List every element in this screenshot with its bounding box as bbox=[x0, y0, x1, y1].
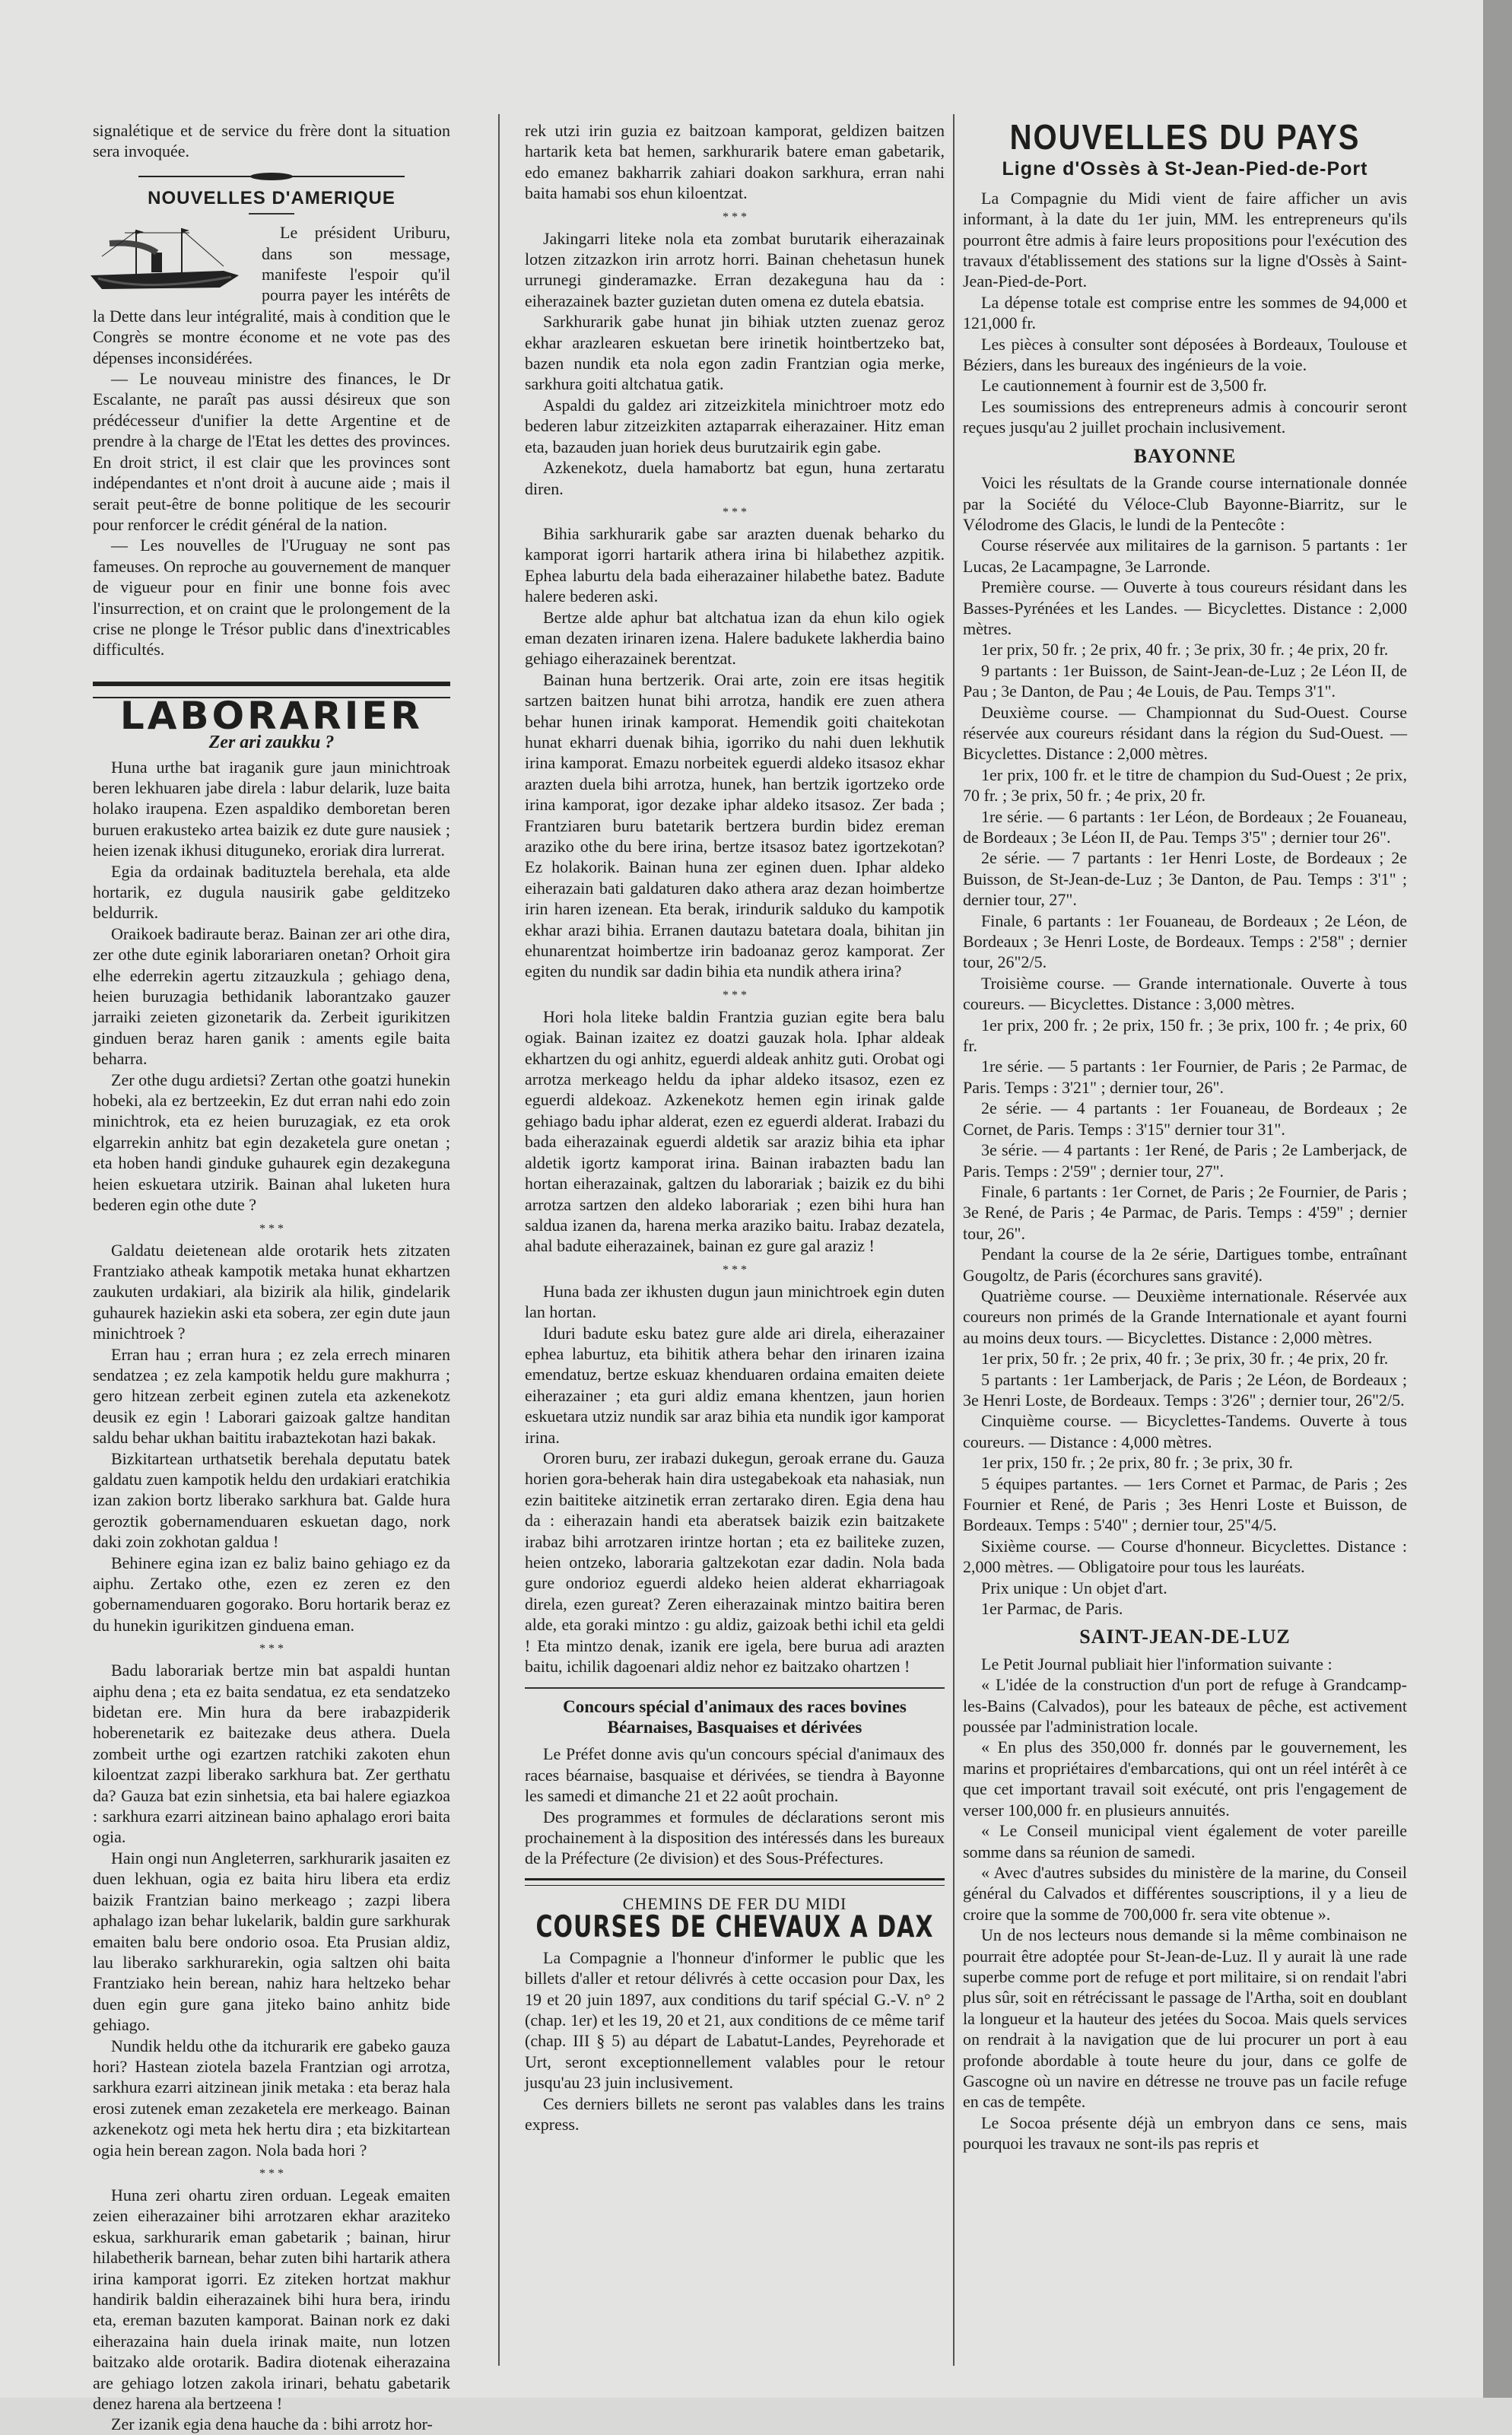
paragraph: Ces derniers billets ne seront pas valables dans les trains express. bbox=[525, 2093, 945, 2134]
paragraph: Zer othe dugu ardietsi? Zertan othe goatzi hunekin hobeki, ala ez bertzeekin, Ez dut erran nahi edo zoin minichtrok, eta ez heien buruzagiak, ez eta orok elgarrekin anhitz bat egin dezaketela gure onetan ; eta hoben handi ginduke guhaurek egin dezakeguna heien eskuetara utzirik. Bainan ahal luketen hura bederen egin othe dute ? bbox=[93, 1070, 450, 1215]
paragraph: Première course. — Ouverte à tous coureurs résidant dans les Basses-Pyrénées et les Landes. — Bicyclettes. Distance : 2,000 mètres. bbox=[963, 577, 1407, 638]
paragraph: 3e série. — 4 partants : 1er René, de Paris ; 2e Lamberjack, de Paris. Temps : 2'59" ; dernier tour, 27". bbox=[963, 1140, 1407, 1181]
paragraph: Behinere egina izan ez baliz baino gehiago ez da aiphu. Zertako othe, ezen ez zeren ez den gobernamenduaren gogorako. Boru hortarik beraz ez du hunekin igurikitzen ginduena eman. bbox=[93, 1553, 450, 1635]
paragraph: Egia da ordainak badituztela berehala, eta alde hortarik, ez dugula nausirik gabe gelditzeko beldurrik. bbox=[93, 861, 450, 923]
paragraph: Nundik heldu othe da itchurarik ere gabeko gauza hori? Hastean ziotela bazela Frantzian ogi arrotza, sarkhura ezarri aitzinean jinik metaka : eta beraz hala erosi zutenek eman zezaketela ere merkeago. Bainan azkenekotz ogi meta hek hertu dira ; eta bizkitartean ogia hein berean zagon. Nola bada hori ? bbox=[93, 2036, 450, 2160]
paragraph: Bizkitartean urthatsetik berehala deputatu batek galdatu zuen kampotik heldu den urdakiari eratchikia izan zakion bortz liberako sarkhura bat. Galde hura geroztik gobernamenduaren eskuetan dago, nork daki zoin zokhotan galdua ! bbox=[93, 1448, 450, 1552]
subheading: Ligne d'Ossès à St-Jean-Pied-de-Port bbox=[1002, 158, 1368, 180]
paragraph: 1re série. — 5 partants : 1er Fournier, de Paris ; 2e Parmac, de Paris. Temps : 3'21" ; dernier tour, 26". bbox=[963, 1057, 1407, 1097]
asterism-separator: * * * bbox=[259, 1222, 284, 1235]
paragraph: 1er prix, 50 fr. ; 2e prix, 40 fr. ; 3e prix, 30 fr. ; 4e prix, 20 fr. bbox=[981, 640, 1389, 660]
column-1 bbox=[93, 120, 450, 2435]
paragraph: Oraikoek badiraute beraz. Bainan zer ari othe dira, zer othe dute eginik laborariaren onetan? Orhoit gira elhe ederrekin agertu zitzauzkula ; gehiago dena, heien buruzagia bethidanik laborantzako gauzer jarraiki zeieten gizonetarik da. Zerbeit igurikitzen ginduen beraz haren ganik : aments egile baita beharra. bbox=[93, 923, 450, 1069]
paragraph: — Le nouveau ministre des finances, le Dr Escalante, ne paraît pas aussi désireux que son prédécesseur d'unifier la dette Argentine et de prendre à la charge de l'Etat les dettes des provinces. En droit strict, il est clair que les provinces sont indépendantes et n'ont droit à aucune aide ; mais il serait peut-être de bonne politique de les secourir pour renforcer le crédit général de la nation. bbox=[93, 369, 450, 534]
paragraph: « En plus des 350,000 fr. donnés par le gouvernement, les marins et propriétaires d'embarcations, qui ont un réel intérêt à ce que cet important travail soit exécuté, ont pris l'engagement de verser 100,000 fr. en plusieurs annuités. bbox=[963, 1737, 1407, 1820]
paragraph: La Compagnie du Midi vient de faire afficher un avis informant, à la date du 1er juin, MM. les entrepreneurs qu'ils pourront être admis à faire leurs propositions pour l'exécution des travaux d'établissement des stations sur la ligne d'Ossès à Saint-Jean-Pied-de-Port. bbox=[963, 188, 1407, 291]
paragraph: « Le Conseil municipal vient également de voter pareille somme dans sa réunion de samedi. bbox=[963, 1821, 1407, 1861]
column-divider bbox=[498, 114, 500, 2366]
paragraph: Bainan huna bertzerik. Orai arte, zoin ere itsas hegitik sartzen baitzen hunat bihi arrotza, handik ere zuen athera behar hunen irinak kamporat. Hemendik goiti chaitekotan hunat ekharri duenak bihia, igorriko du nahi duen lekhutik irina kamporat. Emazu norbeitek eguerdi aldeko itsasoz ekhar arazten duela bihi arrotza, hunek, han bertzik igortzeko orde irina kamporat, igor dezake iphar aldeko itsasoz. Zer bada ; Frantziaren buru batetarik bertzera burdin bidez ereman araziko othe du bere irina, bertze itsasoz batez igortzekotan? Ez holakorik. Bainan huna zer eginen duen. Iphar aldeko eiherazain bati galdaturen dako athera araz dezan hoimbertze irin haren izenean. Eta berak, irindurik salduko du kampotik ekhar arazi bihia. Erranen dautazu batetara doala, bihitan jin ehunarentzat hoimbertze irin badoanaz geroz kamporat. Zer egiten du nundik sar dadin bihia eta nundik athera irina? bbox=[525, 669, 945, 981]
paragraph: 1er Parmac, de Paris. bbox=[981, 1599, 1123, 1619]
paragraph: « L'idée de la construction d'un port de refuge à Grandcamp-les-Bains (Calvados), pour les bateaux de pêche, est activement poussée par l'administration locale. bbox=[963, 1675, 1407, 1737]
paragraph: Deuxième course. — Championnat du Sud-Ouest. Course réservée aux coureurs résidant dans la région du Sud-Ouest. — Bicyclettes. Distance : 2,000 mètres. bbox=[963, 702, 1407, 764]
divider-rule bbox=[525, 1687, 945, 1689]
paragraph: Finale, 6 partants : 1er Fouaneau, de Bordeaux ; 2e Léon, de Bordeaux ; 3e Henri Loste, de Bordeaux. Temps : 2'58" ; dernier tour, 26"2/5. bbox=[963, 911, 1407, 972]
notice-heading: COURSES DE CHEVAUX A DAX bbox=[535, 1909, 934, 1945]
paragraph: Un de nos lecteurs nous demande si la même combinaison ne pourrait être adoptée pour St-Jean-de-Luz. Il y aurait là une rade superbe comme port de refuge et port militaire, si on rendait l'abri plus sûr, soit en rétrécissant le passage de l'Artha, soit en doublant la longueur et la hauteur des jetées du Socoa. Mais quels services on rendrait à la navigation que de lui procurer un port à eau profonde abordable à toute heure du jour, dans ce golfe de Gascogne où un navire en détresse ne trouve pas un facile refuge en cas de tempête. bbox=[963, 1925, 1407, 2112]
paragraph: Troisième course. — Grande internationale. Ouverte à tous coureurs. — Bicyclettes. Distance : 3,000 mètres. bbox=[963, 973, 1407, 1014]
paragraph: Les soumissions des entrepreneurs admis à concourir seront reçues jusqu'au 2 juillet prochain inclusivement. bbox=[963, 396, 1407, 437]
section-heading: SAINT-JEAN-DE-LUZ bbox=[1079, 1626, 1291, 1648]
paragraph: Le Préfet donne avis qu'un concours spécial d'animaux des races béarnaise, basquaise et dérivées, se tiendra à Bayonne les samedi et dimanche 21 et 22 août prochain. bbox=[525, 1744, 945, 1806]
asterism-separator: * * * bbox=[723, 210, 747, 224]
column-2 bbox=[525, 120, 945, 2135]
paragraph: 2e série. — 7 partants : 1er Henri Loste, de Bordeaux ; 2e Buisson, de St-Jean-de-Luz ; 3e Danton, de Pau. Temps : 3'1" ; dernier tour, 27". bbox=[963, 848, 1407, 910]
asterism-separator: * * * bbox=[259, 1642, 284, 1656]
paragraph: 5 partants : 1er Lamberjack, de Paris ; 2e Léon, de Bordeaux ; 3e Henri Loste, de Bordeaux. Temps : 3'26" ; dernier tour, 26"2/5. bbox=[963, 1369, 1407, 1410]
paragraph: La dépense totale est comprise entre les sommes de 94,000 et 121,000 fr. bbox=[963, 292, 1407, 333]
notice-heading: Concours spécial d'animaux des races bovines Béarnaises, Basquaises et dérivées bbox=[563, 1697, 907, 1737]
section-heading: NOUVELLES DU PAYS bbox=[1009, 118, 1361, 157]
paragraph: Les pièces à consulter sont déposées à Bordeaux, Toulouse et Béziers, dans les bureaux des ingénieurs de la voie. bbox=[963, 334, 1407, 375]
paragraph: 1er prix, 200 fr. ; 2e prix, 150 fr. ; 3e prix, 100 fr. ; 4e prix, 60 fr. bbox=[963, 1015, 1407, 1056]
paragraph: Iduri badute esku batez gure alde ari direla, eiherazainer ephea laburtuz, eta bihitik athera behar den irinaren izaina emendatuz, bertze eskuaz khenduaren ordaina emaiten deiete eiherazainer ; eta guri aldiz emana khentzen, jaun horien eskuetara utziz nundik sar araz bihia eta nundik igor kamporat irina. bbox=[525, 1323, 945, 1447]
section-heading: BAYONNE bbox=[1133, 444, 1237, 467]
paragraph: Bihia sarkhurarik gabe sar arazten duenak beharko du kamporat igorri hartarik athera irina bi hilabethez azpitik. Ephea laburtu dela bada eiherazainer hilabethe batez. Badute halere bederen aski. bbox=[525, 523, 945, 606]
paragraph: Galdatu deietenean alde orotarik hets zitzaten Frantziako atheak kampotik metaka hunat ekhartzen zaukuten urdakiari, ala bizirik ala hilik, gindelarik guhaurek haziekin aski eta sobera, zer egin dute jaun minichtroek ? bbox=[93, 1240, 450, 1343]
paragraph: Hain ongi nun Angleterren, sarkhurarik jasaiten ez duen lekhuan, ogia ez baita hiru libera eta erdiz baizik Frantzian baino merkeago ; zazpi libera aphalago izan behar lukelarik, baldin gure sarkhurak emaiten balu bere ondorio osoa. Eta Prusian aldiz, lau liberako sarkhurarekin, ogia saltzen ohi baita Frantziako hein berean, nahiz hara heltzeko behar duen egin gure gana jiteko baino anhitz bide gehiago. bbox=[93, 1848, 450, 2035]
paragraph: Le cautionnement à fournir est de 3,500 fr. bbox=[981, 376, 1267, 396]
paragraph: Ororen buru, zer irabazi dukegun, geroak errane du. Gauza horien gora-beherak hain dira ustegabekoak eta nahasiak, nun ezin baititeke aitzinetik erran zertarako diren. Egia dena hau da : eiherazain handi eta aberatsek baizik ezin baitzakete irabaz bihi arrotzaren irintze hortan ; eta ez bailiteke zuzen, heien ontzeko, laboraria galtzekotan ezar dadin. Nola bada gure ondorioz eguerdi aldeko heien alderat ekharriagoak direla, ezen gureat? Zeren eiherazainak mintzo baitira beren alde, eta goraki mintzo : gu aldiz, gaizoak bethi ichil eta geldi ! Eta mintzo denak, izanik ere igela, bere burua adi arazten baitu, ichilik dagoenari aldiz nehor ez baitzako ohartzen ! bbox=[525, 1448, 945, 1677]
paragraph: La Compagnie a l'honneur d'informer le public que les billets d'aller et retour délivrés à cette occasion pour Dax, les 19 et 20 juin 1897, aux conditions du tarif spécial G.-V. n° 2 (chap. 1er) et les 19, 20 et 21, aux conditions de ce même tarif (chap. III § 5) au départ de Labatut-Landes, Peyrehorade et Urt, seront exceptionnellement valables pour le retour jusqu'au 23 juin inclusivement. bbox=[525, 1947, 945, 2093]
paragraph: Bertze alde aphur bat altchatua izan da ehun kilo ogiek eman dezaten irinaren izena. Halere badukete lakherdia baino gehiago eiherazainek berentzat. bbox=[525, 607, 945, 669]
section-heading: NOUVELLES D'AMERIQUE bbox=[148, 187, 395, 208]
paragraph: Le Socoa présente déjà un embryon dans ce sens, mais pourquoi les travaux ne sont-ils pas repris et bbox=[963, 2112, 1407, 2154]
paragraph: 5 équipes partantes. — 1ers Cornet et Parmac, de Paris ; 2es Fournier et René, de Paris ; 3es Henri Loste et Buisson, de Bordeaux. Temps : 5'40" ; dernier tour, 25"4/5. bbox=[963, 1473, 1407, 1535]
paragraph: — Les nouvelles de l'Uruguay ne sont pas fameuses. On reproche au gouvernement de manquer de vigueur pour en finir une bonne fois avec l'insurrection, et on craint que le prolongement de la crise ne plonge le Trésor public dans d'inextricables difficultés. bbox=[93, 536, 450, 660]
paragraph: 2e série. — 4 partants : 1er Fouaneau, de Bordeaux ; 2e Cornet, de Paris. Temps : 3'15" dernier tour 31". bbox=[963, 1098, 1407, 1139]
paragraph: Badu laborariak bertze min bat aspaldi huntan aiphu dena ; eta ez baita sendatua, ez eta sendatzeko bidetan ere. Min hura da bere irabazpiderik hoberenetarik ez baitezake deus athera. Duela zombeit urthe ogi ezartzen ratchiki zakoten ehun kiloentzat zazpi liberako sarkhura bat. Zer gerthatu da? Gauza bat ezin sinhetsia, eta bai halere egiazkoa : sarkhura ezarri aitzinean baino aphalago erori baita ogia. bbox=[93, 1661, 450, 1847]
paragraph: 1er prix, 50 fr. ; 2e prix, 40 fr. ; 3e prix, 30 fr. ; 4e prix, 20 fr. bbox=[981, 1349, 1389, 1368]
asterism-separator: * * * bbox=[723, 1263, 747, 1276]
column-divider bbox=[953, 114, 955, 2366]
divider-rule bbox=[249, 213, 294, 215]
paragraph: Sixième course. — Course d'honneur. Bicyclettes. Distance : 2,000 mètres. — Obligatoire pour tous les lauréats. bbox=[963, 1536, 1407, 1577]
paragraph: Le Petit Journal publiait hier l'information suivante : bbox=[981, 1654, 1333, 1674]
paragraph: Aspaldi du galdez ari zitzeizkitela minichtroer motz edo bederen labur zitzeizkiten aztaparrak eiherazainer. Hitz eman eta, bazauden juan horiek deus burutzairik egin gabe. bbox=[525, 395, 945, 456]
paragraph: Course réservée aux militaires de la garnison. 5 partants : 1er Lucas, 2e Lacampagne, 3e Larronde. bbox=[963, 536, 1407, 576]
paragraph: Des programmes et formules de déclarations seront mis prochainement à la disposition des intéressés dans les bureaux de la Préfecture (2e division) et des Sous-Préfectures. bbox=[525, 1807, 945, 1868]
column-3 bbox=[963, 120, 1407, 2154]
steamship-illustration-icon bbox=[87, 222, 254, 298]
scan-edge bbox=[1483, 0, 1512, 2398]
divider-rule bbox=[138, 173, 405, 180]
paragraph: Finale, 6 partants : 1er Cornet, de Paris ; 2e Fournier, de Paris ; 3e René, de Paris ; 4e Parmac, de Paris. Temps : 4'59" ; dernier tour, 26". bbox=[963, 1181, 1407, 1243]
subheading: Zer ari zaukku ? bbox=[208, 733, 335, 753]
paragraph: Zer izanik egia dena hauche da : bihi arrotz hor- bbox=[111, 2414, 433, 2434]
paragraph: rek utzi irin guzia ez baitzoan kamporat, geldizen baitzen hartarik keta bat hemen, sarkhurarik batere eman gabetarik, edo emanez bakharrik zahiari doakon sarkhura, erran nahi baita hamabi sos ehun kiloentzat. bbox=[525, 121, 945, 203]
paragraph: 1er prix, 100 fr. et le titre de champion du Sud-Ouest ; 2e prix, 70 fr. ; 3e prix, 50 fr. ; 4e prix, 20 fr. bbox=[963, 765, 1407, 806]
section-heading: LABORARIER bbox=[119, 693, 424, 738]
paragraph: 1re série. — 6 partants : 1er Léon, de Bordeaux ; 2e Fouaneau, de Bordeaux ; 3e Léon II, de Pau. Temps 3'5" ; dernier tour 26". bbox=[963, 806, 1407, 847]
paragraph: 1er prix, 150 fr. ; 2e prix, 80 fr. ; 3e prix, 30 fr. bbox=[981, 1453, 1293, 1473]
paragraph: 9 partants : 1er Buisson, de Saint-Jean-de-Luz ; 2e Léon II, de Pau ; 3e Danton, de Pau ; 4e Louis, de Pau. Temps 3'1". bbox=[963, 660, 1407, 701]
paragraph: Huna urthe bat iraganik gure jaun minichtroak beren lekhuaren jabe direla : labur delarik, luze baita holako iraupena. Ezen aspaldiko demboretan beren buruen erakusteko artea baizik ez dute gure nausiek ; heien izenak ikhusi dituguneko, eroriak dira lurrerat. bbox=[93, 757, 450, 860]
paragraph: « Avec d'autres subsides du ministère de la marine, du Conseil général du Calvados et différentes souscriptions, il y a lieu de croire que la somme de 700,000 fr. sera vite obtenue ». bbox=[963, 1862, 1407, 1924]
paragraph: Sarkhurarik gabe hunat jin bihiak utzten zuenaz geroz ekhar arazlearen eskuetan bere irinetik hointbertzeko bat, bazen nundik eta nola egon zadin Frantzian ogia merke, sarkhura goiti altchatua gatik. bbox=[525, 312, 945, 394]
paragraph: Huna bada zer ikhusten dugun jaun minichtroek egin duten lan hortan. bbox=[525, 1281, 945, 1322]
paragraph: Cinquième course. — Bicyclettes-Tandems. Ouverte à tous coureurs. — Distance : 4,000 mètres. bbox=[963, 1411, 1407, 1451]
paragraph: Azkenekotz, duela hamabortz bat egun, huna zertaratu diren. bbox=[525, 458, 945, 498]
paragraph: Quatrième course. — Deuxième internationale. Réservée aux coureurs non primés de la Grande Internationale et ayant fourni au moins deux tours. — Bicyclettes. Distance : 2,000 mètres. bbox=[963, 1286, 1407, 1347]
paragraph: Voici les résultats de la Grande course internationale donnée par la Société du Véloce-Club Bayonne-Biarritz, sur le Vélodrome des Glacis, le lundi de la Pentecôte : bbox=[963, 473, 1407, 534]
paragraph: Hori hola liteke baldin Frantzia guzian egite bera balu ogiak. Bainan izaitez ez doatzi gauzak hola. Iphar aldeak ekhartzen du ogi anhitz, eguerdi aldeak anhitz guti. Orobat ogi arrotza merkeago heldu da iphar aldeko itsasoz, ezen ez eguerdi aldekoaz. Azkenekotz hemen egin irinak galde gehiago badu iphar alderat, ezen ez eguerdi alderat. Irabazi du bada eiherazainak eguerdi aldetik sar araziz bihia eta iphar aldetik igortz kamporat irina. Bainan irabazten badu lan hortan eiherazainak, galtzen du laborariak ; baizik ez du bihi arrotza sartzen den aldeko laborariak ; ezen bihi hura han saldua izanen da, harena merka araziko baitu. Irabaz dezatela, ahal badute eiherazainek, bainan ez gure gal araziz ! bbox=[525, 1006, 945, 1256]
paragraph: Huna zeri ohartu ziren orduan. Legeak emaiten zeien eiherazainer bihi arrotzaren ekhar araziteko eskua, sarkhurarik eman gabetarik ; bainan, hirur hilabetherik barnean, behar zuten bihi hartarik athera irina kamporat igorri. Ez ziteken hortzat makhur handirik baldin eiherazainek bihi hura bera, irindu eta, ereman bazuten kamporat. Bainan nork ez daki eiherazaina hain duela irinak maite, nun lotzen baitzako alde orotarik. Badira diotenak eiherazaina are gehiago lotzen zakola irinari, behatu gabetarik denez harena ala bertzeena ! bbox=[93, 2185, 450, 2414]
paragraph: Pendant la course de la 2e série, Dartigues tombe, entraînant Gougoltz, de Paris (écorchures sans gravité). bbox=[963, 1245, 1407, 1285]
asterism-separator: * * * bbox=[723, 988, 747, 1002]
asterism-separator: * * * bbox=[259, 2166, 284, 2180]
paragraph: Erran hau ; erran hura ; ez zela errech minaren sendatzea ; ez zela kampotik heldu gure makhurra ; gero hitzean zerbeit eginen zutela eta azkenekotz deusik ez egin ! Laborari gaizoak galtze handitan saldu behar ukhan baititu irabaztekotan hazi bakak. bbox=[93, 1344, 450, 1448]
paragraph: signalétique et de service du frère dont la situation sera invoquée. bbox=[93, 121, 450, 161]
divider-rule bbox=[525, 1878, 945, 1886]
notice-kicker: CHEMINS DE FER DU MIDI bbox=[622, 1893, 847, 1913]
paragraph: Prix unique : Un objet d'art. bbox=[981, 1578, 1167, 1597]
paragraph: Jakingarri liteke nola eta zombat burutarik eiherazainak lotzen zitzazkon irin arrotz horri. Bainan chehetasun hunek urrunegi ginderamazke. Erran dezakeguna hau da : eiherazainek bazter guzietan duten omena ez dutela ebatsia. bbox=[525, 228, 945, 310]
paragraph: Le président Uriburu, dans son message, manifeste l'espoir qu'il pourra payer les intérêts de la Dette dans leur intégralité, mais à condition que le Congrès se montre économe et ne vote pas des dépenses inconsidérées. bbox=[93, 223, 450, 367]
asterism-separator: * * * bbox=[723, 505, 747, 519]
